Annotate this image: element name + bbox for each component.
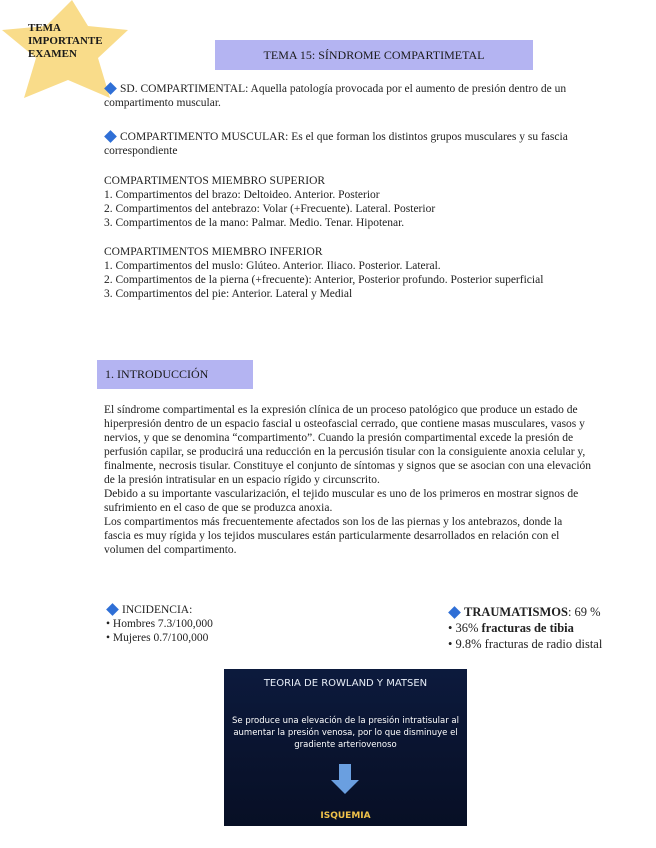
slide-body: Se produce una elevación de la presión intratisular al aumentar la presión venosa, por lo que disminuye el gradiente arteriovenoso (232, 716, 459, 750)
incidence-section (106, 603, 336, 645)
list-item: • Mujeres 0.7/100,000 (106, 632, 209, 644)
slide-result: ISQUEMIA (320, 811, 371, 821)
diamond-bullet-icon (448, 606, 461, 619)
list-item: • 36% fracturas de tibia (448, 621, 574, 635)
list-item: 1. Compartimentos del muslo: Glúteo. Anterior. Iliaco. Posterior. Lateral. (104, 260, 441, 272)
diamond-bullet-icon (106, 603, 119, 616)
trauma-heading: TRAUMATISMOS (464, 605, 568, 619)
page-title: TEMA 15: SÍNDROME COMPARTIMETAL (215, 40, 533, 70)
definition-muscle-compartment: COMPARTIMENTO MUSCULAR: Es el que forman los distintos grupos musculares y su fascia correspondiente (104, 131, 568, 157)
list-item: 2. Compartimentos de la pierna (+frecuente): Anterior, Posterior profundo. Posterior superficial (104, 274, 544, 286)
list-item: 1. Compartimentos del brazo: Deltoideo. Anterior. Posterior (104, 189, 380, 201)
list-item: • Hombres 7.3/100,000 (106, 618, 213, 630)
list-item: 3. Compartimentos del pie: Anterior. Lateral y Medial (104, 288, 353, 300)
lower-limb-heading: COMPARTIMENTOS MIEMBRO INFERIOR (104, 246, 323, 258)
intro-paragraph: El síndrome compartimental es la expresión clínica de un proceso patológico que produce un estado de hiperpresión dentro de un espacio fascial u osteofascial cerrado, que contiene masas musculares, vasos y nervios, y que se denomina “compartimento”. Cuando la presión compartimental excede la presión de perfusión capilar, se producirá una reducción en la percusión tisular con la consiguiente anoxia celular y, finalmente, necrosis tisular. Constituye el conjunto de síntomas y signos que se asocian con una elevación de la presión intratisular en un espacio rígido y circunscrito. Debido a su importante vascularización, el tejido muscular es uno de los primeros en mostrar signos de sufrimiento en el caso de que se produzca anoxia. Los compartimentos más frecuentemente afectados son los de las piernas y los antebrazos, donde la fascia es muy rígida y los tejidos musculares están particularmente desarrollados en relación con el volumen del compartimento. (104, 404, 592, 556)
upper-limb-section (104, 174, 624, 230)
trauma-section: TRAUMATISMOS: 69 % • 36% fracturas de tibia • 9.8% fracturas de radio distal (448, 604, 648, 652)
incidence-heading: INCIDENCIA: (122, 604, 193, 616)
lower-limb-section (104, 245, 624, 301)
slide-title: TEORIA DE ROWLAND Y MATSEN (263, 678, 428, 689)
down-arrow-icon (327, 764, 363, 794)
intro-heading: 1. INTRODUCCIÓN (97, 360, 253, 389)
list-item: 3. Compartimentos de la mano: Palmar. Medio. Tenar. Hipotenar. (104, 217, 405, 229)
upper-limb-heading: COMPARTIMENTOS MIEMBRO SUPERIOR (104, 175, 326, 187)
diamond-bullet-icon (104, 130, 117, 143)
important-exam-badge: TEMA IMPORTANTE EXAMEN (28, 22, 103, 60)
diamond-bullet-icon (104, 82, 117, 95)
rowland-matsen-slide (224, 669, 467, 826)
definition-compartment-syndrome: SD. COMPARTIMENTAL: Aquella patología provocada por el aumento de presión dentro de un compartimento muscular. (104, 83, 567, 109)
list-item: • 9.8% fracturas de radio distal (448, 637, 603, 651)
list-item: 2. Compartimentos del antebrazo: Volar (+Frecuente). Lateral. Posterior (104, 203, 436, 215)
